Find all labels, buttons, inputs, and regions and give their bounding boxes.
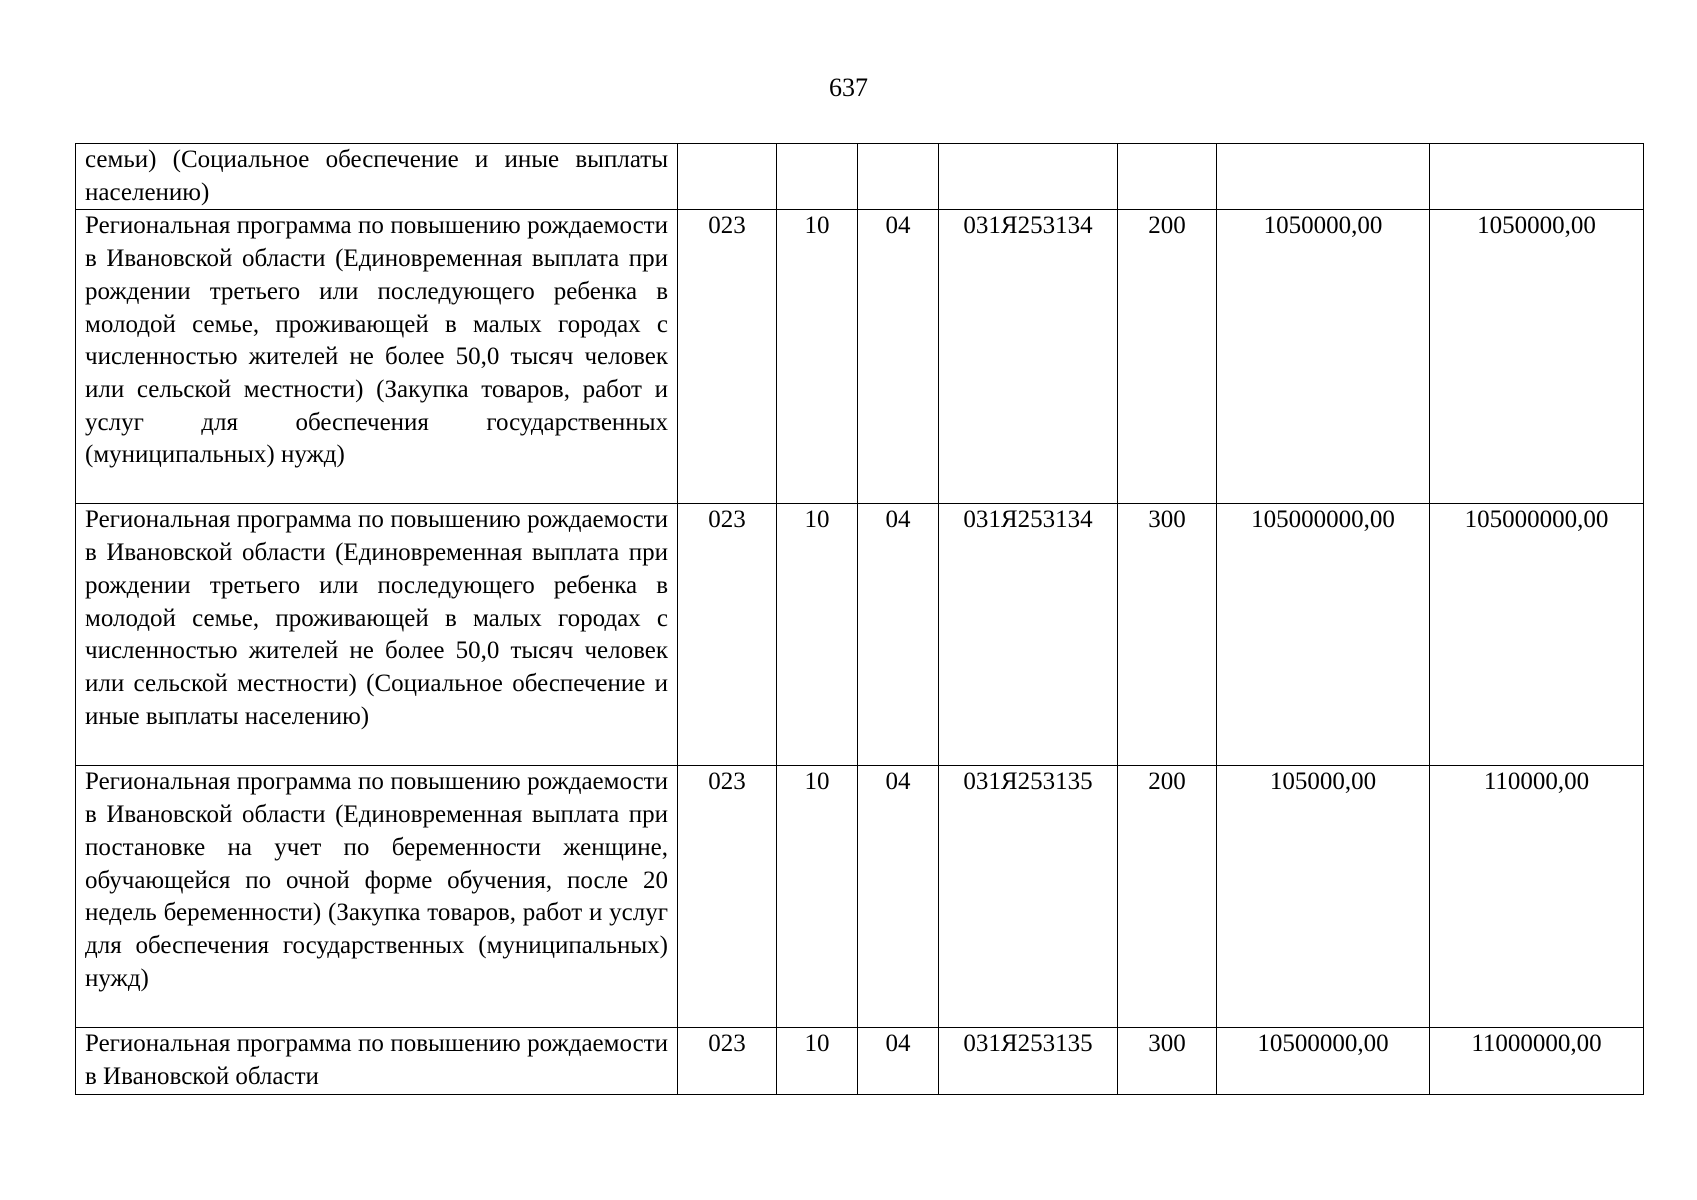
row-description: Региональная программа по повышению рождаемости в Ивановской области (Единовременная выплата при рождении третьего или последующего ребенка в молодой семье, проживающей в малых городах с численностью жителей не более 50,0 тысяч человек или сельской местности) (Социальное обеспечение и иные выплаты населению): [76, 504, 678, 766]
amount-year2: 1050000,00: [1430, 210, 1644, 504]
table-row: [76, 766, 1644, 1028]
amount-year2: 105000000,00: [1430, 504, 1644, 766]
ministry-code: 023: [678, 1028, 777, 1094]
amount-year1: [1217, 144, 1430, 210]
ministry-code: 023: [678, 504, 777, 766]
row-description: Региональная программа по повышению рождаемости в Ивановской области (Единовременная выплата при постановке на учет по беременности женщине, обучающейся по очной форме обучения, после 20 недель беременности) (Закупка товаров, работ и услуг для обеспечения государственных (муниципальных) нужд): [76, 766, 678, 1028]
expense-type-code: 200: [1118, 766, 1217, 1028]
subsection-code: 04: [858, 766, 939, 1028]
ministry-code: [678, 144, 777, 210]
row-description: Региональная программа по повышению рождаемости в Ивановской области: [76, 1028, 678, 1094]
target-article-code: [939, 144, 1118, 210]
section-code: [777, 144, 858, 210]
target-article-code: 031Я253135: [939, 766, 1118, 1028]
row-description: Региональная программа по повышению рождаемости в Ивановской области (Единовременная выплата при рождении третьего или последующего ребенка в молодой семье, проживающей в малых городах с численностью жителей не более 50,0 тысяч человек или сельской местности) (Закупка товаров, работ и услуг для обеспечения государственных (муниципальных) нужд): [76, 210, 678, 504]
target-article-code: 031Я253134: [939, 504, 1118, 766]
section-code: 10: [777, 210, 858, 504]
page-number: 637: [829, 73, 868, 102]
section-code: 10: [777, 766, 858, 1028]
target-article-code: 031Я253134: [939, 210, 1118, 504]
expense-type-code: [1118, 144, 1217, 210]
subsection-code: 04: [858, 1028, 939, 1094]
amount-year1: 10500000,00: [1217, 1028, 1430, 1094]
expense-type-code: 200: [1118, 210, 1217, 504]
budget-table: [75, 143, 1644, 1095]
amount-year1: 105000,00: [1217, 766, 1430, 1028]
section-code: 10: [777, 504, 858, 766]
ministry-code: 023: [678, 766, 777, 1028]
subsection-code: 04: [858, 504, 939, 766]
ministry-code: 023: [678, 210, 777, 504]
table-row: [76, 210, 1644, 504]
amount-year2: 110000,00: [1430, 766, 1644, 1028]
amount-year2: 11000000,00: [1430, 1028, 1644, 1094]
table-row: [76, 1028, 1644, 1094]
target-article-code: 031Я253135: [939, 1028, 1118, 1094]
amount-year1: 105000000,00: [1217, 504, 1430, 766]
expense-type-code: 300: [1118, 1028, 1217, 1094]
subsection-code: [858, 144, 939, 210]
row-description: семьи) (Социальное обеспечение и иные выплаты населению): [76, 144, 678, 210]
expense-type-code: 300: [1118, 504, 1217, 766]
section-code: 10: [777, 1028, 858, 1094]
amount-year1: 1050000,00: [1217, 210, 1430, 504]
subsection-code: 04: [858, 210, 939, 504]
table-row: [76, 504, 1644, 766]
table-row: [76, 144, 1644, 210]
amount-year2: [1430, 144, 1644, 210]
